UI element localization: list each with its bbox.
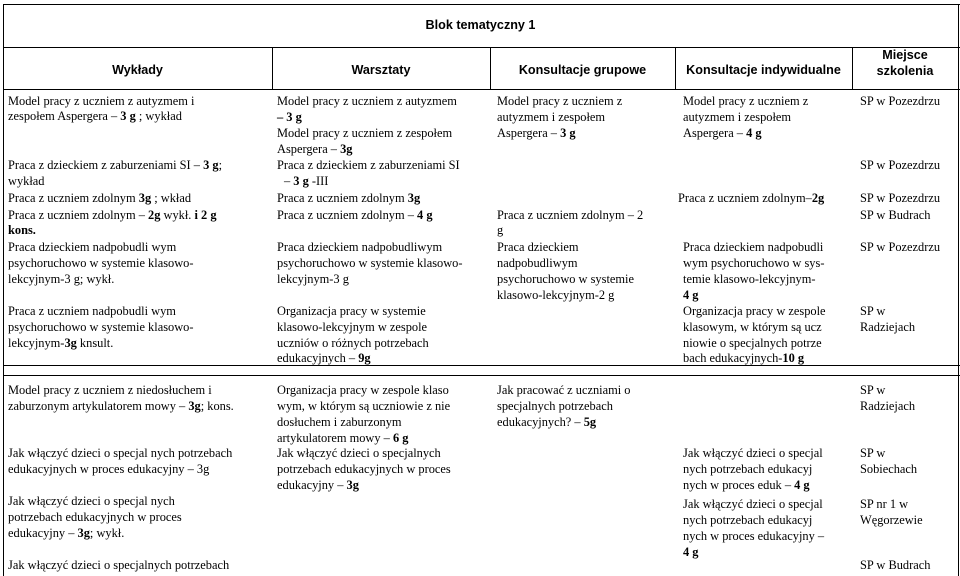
s2-c2-l2: wym, w którym są uczniowie z nie bbox=[277, 399, 451, 413]
s1-c2-l13: klasowo-lekcyjnym w zespole bbox=[277, 320, 428, 334]
section-divider bbox=[3, 365, 960, 366]
s1-c3-l9: klasowo-lekcyjnym-2 g bbox=[497, 288, 615, 302]
s1-location-6: SP w bbox=[860, 304, 886, 318]
s1-c2-l5: Praca z dzieckiem z zaburzeniami SI bbox=[277, 158, 460, 172]
s1-location-7: Radziejach bbox=[860, 320, 916, 334]
s2-location-7: SP w Budrach bbox=[860, 558, 931, 572]
s2-c1-l1: Model pracy z uczniem z niedosłuchem i bbox=[8, 383, 212, 397]
s2-location-5: SP nr 1 w bbox=[860, 497, 909, 511]
s1-c2-l10: psychoruchowo w systemie klasowo- bbox=[277, 256, 463, 270]
s1-location-1: SP w Pozezdrzu bbox=[860, 94, 941, 108]
s1-c3-l1: Model pracy z uczniem z bbox=[497, 94, 623, 108]
s2-c1-l5: Jak włączyć dzieci o specjal nych bbox=[8, 494, 175, 508]
s2-c2-l1: Organizacja pracy w zespole klaso bbox=[277, 383, 449, 397]
s1-c4-l4: Praca z uczniem zdolnym–2g bbox=[678, 191, 825, 205]
s1-c1-l11: Praca z uczniem nadpobudli wym bbox=[8, 304, 176, 318]
s2-c2-l3: dosłuchem i zaburzonym bbox=[277, 415, 402, 429]
s1-c2-l6: – 3 g -III bbox=[284, 174, 329, 188]
s1-lectures: Model pracy z uczniem z autyzmem i bbox=[8, 94, 195, 108]
s1-c2-l11: lekcyjnym-3 g bbox=[277, 272, 349, 286]
s2-c2-l4: artykulatorem mowy – 6 g bbox=[277, 431, 409, 445]
s1-c2-l12: Organizacja pracy w systemie bbox=[277, 304, 426, 318]
s1-c4-l10: klasowym, w którym są ucz bbox=[683, 320, 822, 334]
s1-c4-l6: wym psychoruchowo w sys- bbox=[683, 256, 825, 270]
s1-c1-l9: psychoruchowo w systemie klasowo- bbox=[8, 256, 194, 270]
table-border-top bbox=[3, 4, 960, 5]
s2-location-2: Radziejach bbox=[860, 399, 916, 413]
s2-c4-l6: nych w proces edukacyjny – bbox=[683, 529, 825, 543]
s1-c3-l4: Praca z uczniem zdolnym – 2 bbox=[497, 208, 644, 222]
s1-c3-l3: Aspergera – 3 g bbox=[497, 126, 576, 140]
s1-c2-l7: Praca z uczniem zdolnym 3g bbox=[277, 191, 421, 205]
s2-c4-l7: 4 g bbox=[683, 545, 699, 559]
s2-c1-l2: zaburzonym artykulatorem mowy – 3g; kons. bbox=[8, 399, 234, 413]
s1-c4-l2: autyzmem i zespołem bbox=[683, 110, 792, 124]
s2-c2-l5: Jak włączyć dzieci o specjalnych bbox=[277, 446, 441, 460]
block-title: Blok tematyczny 1 bbox=[425, 18, 536, 32]
s1-c2-l9: Praca dzieckiem nadpobudliwym bbox=[277, 240, 443, 254]
header-location-line2: szkolenia bbox=[876, 64, 934, 78]
s1-c4-l3: Aspergera – 4 g bbox=[683, 126, 762, 140]
s2-c4-l3: nych w proces eduk – 4 g bbox=[683, 478, 810, 492]
s1-c1-l8: Praca dzieckiem nadpobudli wym bbox=[8, 240, 177, 254]
table-border-right bbox=[958, 4, 959, 576]
s2-location-4: Sobiechach bbox=[860, 462, 918, 476]
table-border-left bbox=[3, 4, 4, 576]
s1-c3-l2: autyzmem i zespołem bbox=[497, 110, 606, 124]
header-location-line1: Miejsce bbox=[882, 48, 928, 62]
header-divider bbox=[3, 47, 960, 48]
s2-c4-l5: nych potrzebach edukacyj bbox=[683, 513, 813, 527]
s1-c2-l8: Praca z uczniem zdolnym – 4 g bbox=[277, 208, 433, 222]
s1-c2-l14: uczniów o różnych potrzebach bbox=[277, 336, 429, 350]
s1-c1-l13: lekcyjnym-3g knsult. bbox=[8, 336, 114, 350]
header-bottom-line bbox=[3, 89, 960, 90]
s2-c1-l7: edukacyjny – 3g; wykł. bbox=[8, 526, 125, 540]
header-lectures: Wykłady bbox=[112, 63, 163, 77]
section-divider-2 bbox=[3, 375, 960, 376]
s1-c2-l3: Model pracy z uczniem z zespołem bbox=[277, 126, 453, 140]
s1-c1-l6: Praca z uczniem zdolnym – 2g wykł. i 2 g bbox=[8, 208, 217, 222]
s1-c1-l4: wykład bbox=[8, 174, 45, 188]
s1-c4-l7: temie klasowo-lekcyjnym- bbox=[683, 272, 816, 286]
s2-c4-l1: Jak włączyć dzieci o specjal bbox=[683, 446, 823, 460]
s1-c3-l8: psychoruchowo w systemie bbox=[497, 272, 634, 286]
s2-c2-l6: potrzebach edukacyjnych w proces bbox=[277, 462, 451, 476]
s1-c3-l5: g bbox=[497, 223, 504, 237]
header-group-consultations: Konsultacje grupowe bbox=[518, 63, 647, 77]
s1-c1-l2: zespołem Aspergera – 3 g ; wykład bbox=[8, 109, 182, 123]
s2-c1-l8: Jak włączyć dzieci o specjalnych potrzebach bbox=[8, 558, 230, 572]
s1-c2-l1: Model pracy z uczniem z autyzmem bbox=[277, 94, 457, 108]
s1-c4-l11: niowie o specjalnych potrze bbox=[683, 336, 822, 350]
s2-location-6: Węgorzewie bbox=[860, 513, 923, 527]
s2-c3-l3: edukacyjnych? – 5g bbox=[497, 415, 597, 429]
header-individual-consultations: Konsultacje indywidualne bbox=[686, 63, 841, 77]
s2-c3-l2: specjalnych potrzebach bbox=[497, 399, 613, 413]
s1-location-3: SP w Pozezdrzu bbox=[860, 191, 941, 205]
s2-c1-l4: edukacyjnych w proces edukacyjny – 3g bbox=[8, 462, 210, 476]
s1-c2-l4: Aspergera – 3g bbox=[277, 142, 353, 156]
s2-c3-l1: Jak pracować z uczniami o bbox=[497, 383, 631, 397]
header-training-location bbox=[852, 47, 958, 79]
s1-location-5: SP w Pozezdrzu bbox=[860, 240, 941, 254]
s1-c4-l5: Praca dzieckiem nadpobudli bbox=[683, 240, 824, 254]
s1-c1-l7: kons. bbox=[8, 223, 36, 237]
s1-c3-l7: nadpobudliwym bbox=[497, 256, 578, 270]
s1-c1-l5: Praca z uczniem zdolnym 3g ; wkład bbox=[8, 191, 192, 205]
s1-c1-l12: psychoruchowo w systemie klasowo- bbox=[8, 320, 194, 334]
s1-location-4: SP w Budrach bbox=[860, 208, 931, 222]
s2-c1-l6: potrzebach edukacyjnych w proces bbox=[8, 510, 182, 524]
s1-c2-l15: edukacyjnych – 9g bbox=[277, 351, 371, 365]
s1-c1-l3: Praca z dzieckiem z zaburzeniami SI – 3 g; bbox=[8, 158, 223, 172]
s2-location-3: SP w bbox=[860, 446, 886, 460]
s1-c4-l9: Organizacja pracy w zespole bbox=[683, 304, 826, 318]
s2-location-1: SP w bbox=[860, 383, 886, 397]
s1-location-2: SP w Pozezdrzu bbox=[860, 158, 941, 172]
s1-c2-l2: – 3 g bbox=[277, 110, 302, 124]
s1-c4-l1: Model pracy z uczniem z bbox=[683, 94, 809, 108]
s1-c1-l10: lekcyjnym-3 g; wykł. bbox=[8, 272, 115, 286]
header-workshops: Warsztaty bbox=[351, 63, 411, 77]
s2-c1-l3: Jak włączyć dzieci o specjal nych potrzebach bbox=[8, 446, 233, 460]
s2-c4-l2: nych potrzebach edukacyj bbox=[683, 462, 813, 476]
s2-c4-l4: Jak włączyć dzieci o specjal bbox=[683, 497, 823, 511]
s2-c2-l7: edukacyjny – 3g bbox=[277, 478, 359, 492]
s1-c3-l6: Praca dzieckiem bbox=[497, 240, 579, 254]
s1-c4-l12: bach edukacyjnych-10 g bbox=[683, 351, 805, 365]
s1-c4-l8: 4 g bbox=[683, 288, 699, 302]
